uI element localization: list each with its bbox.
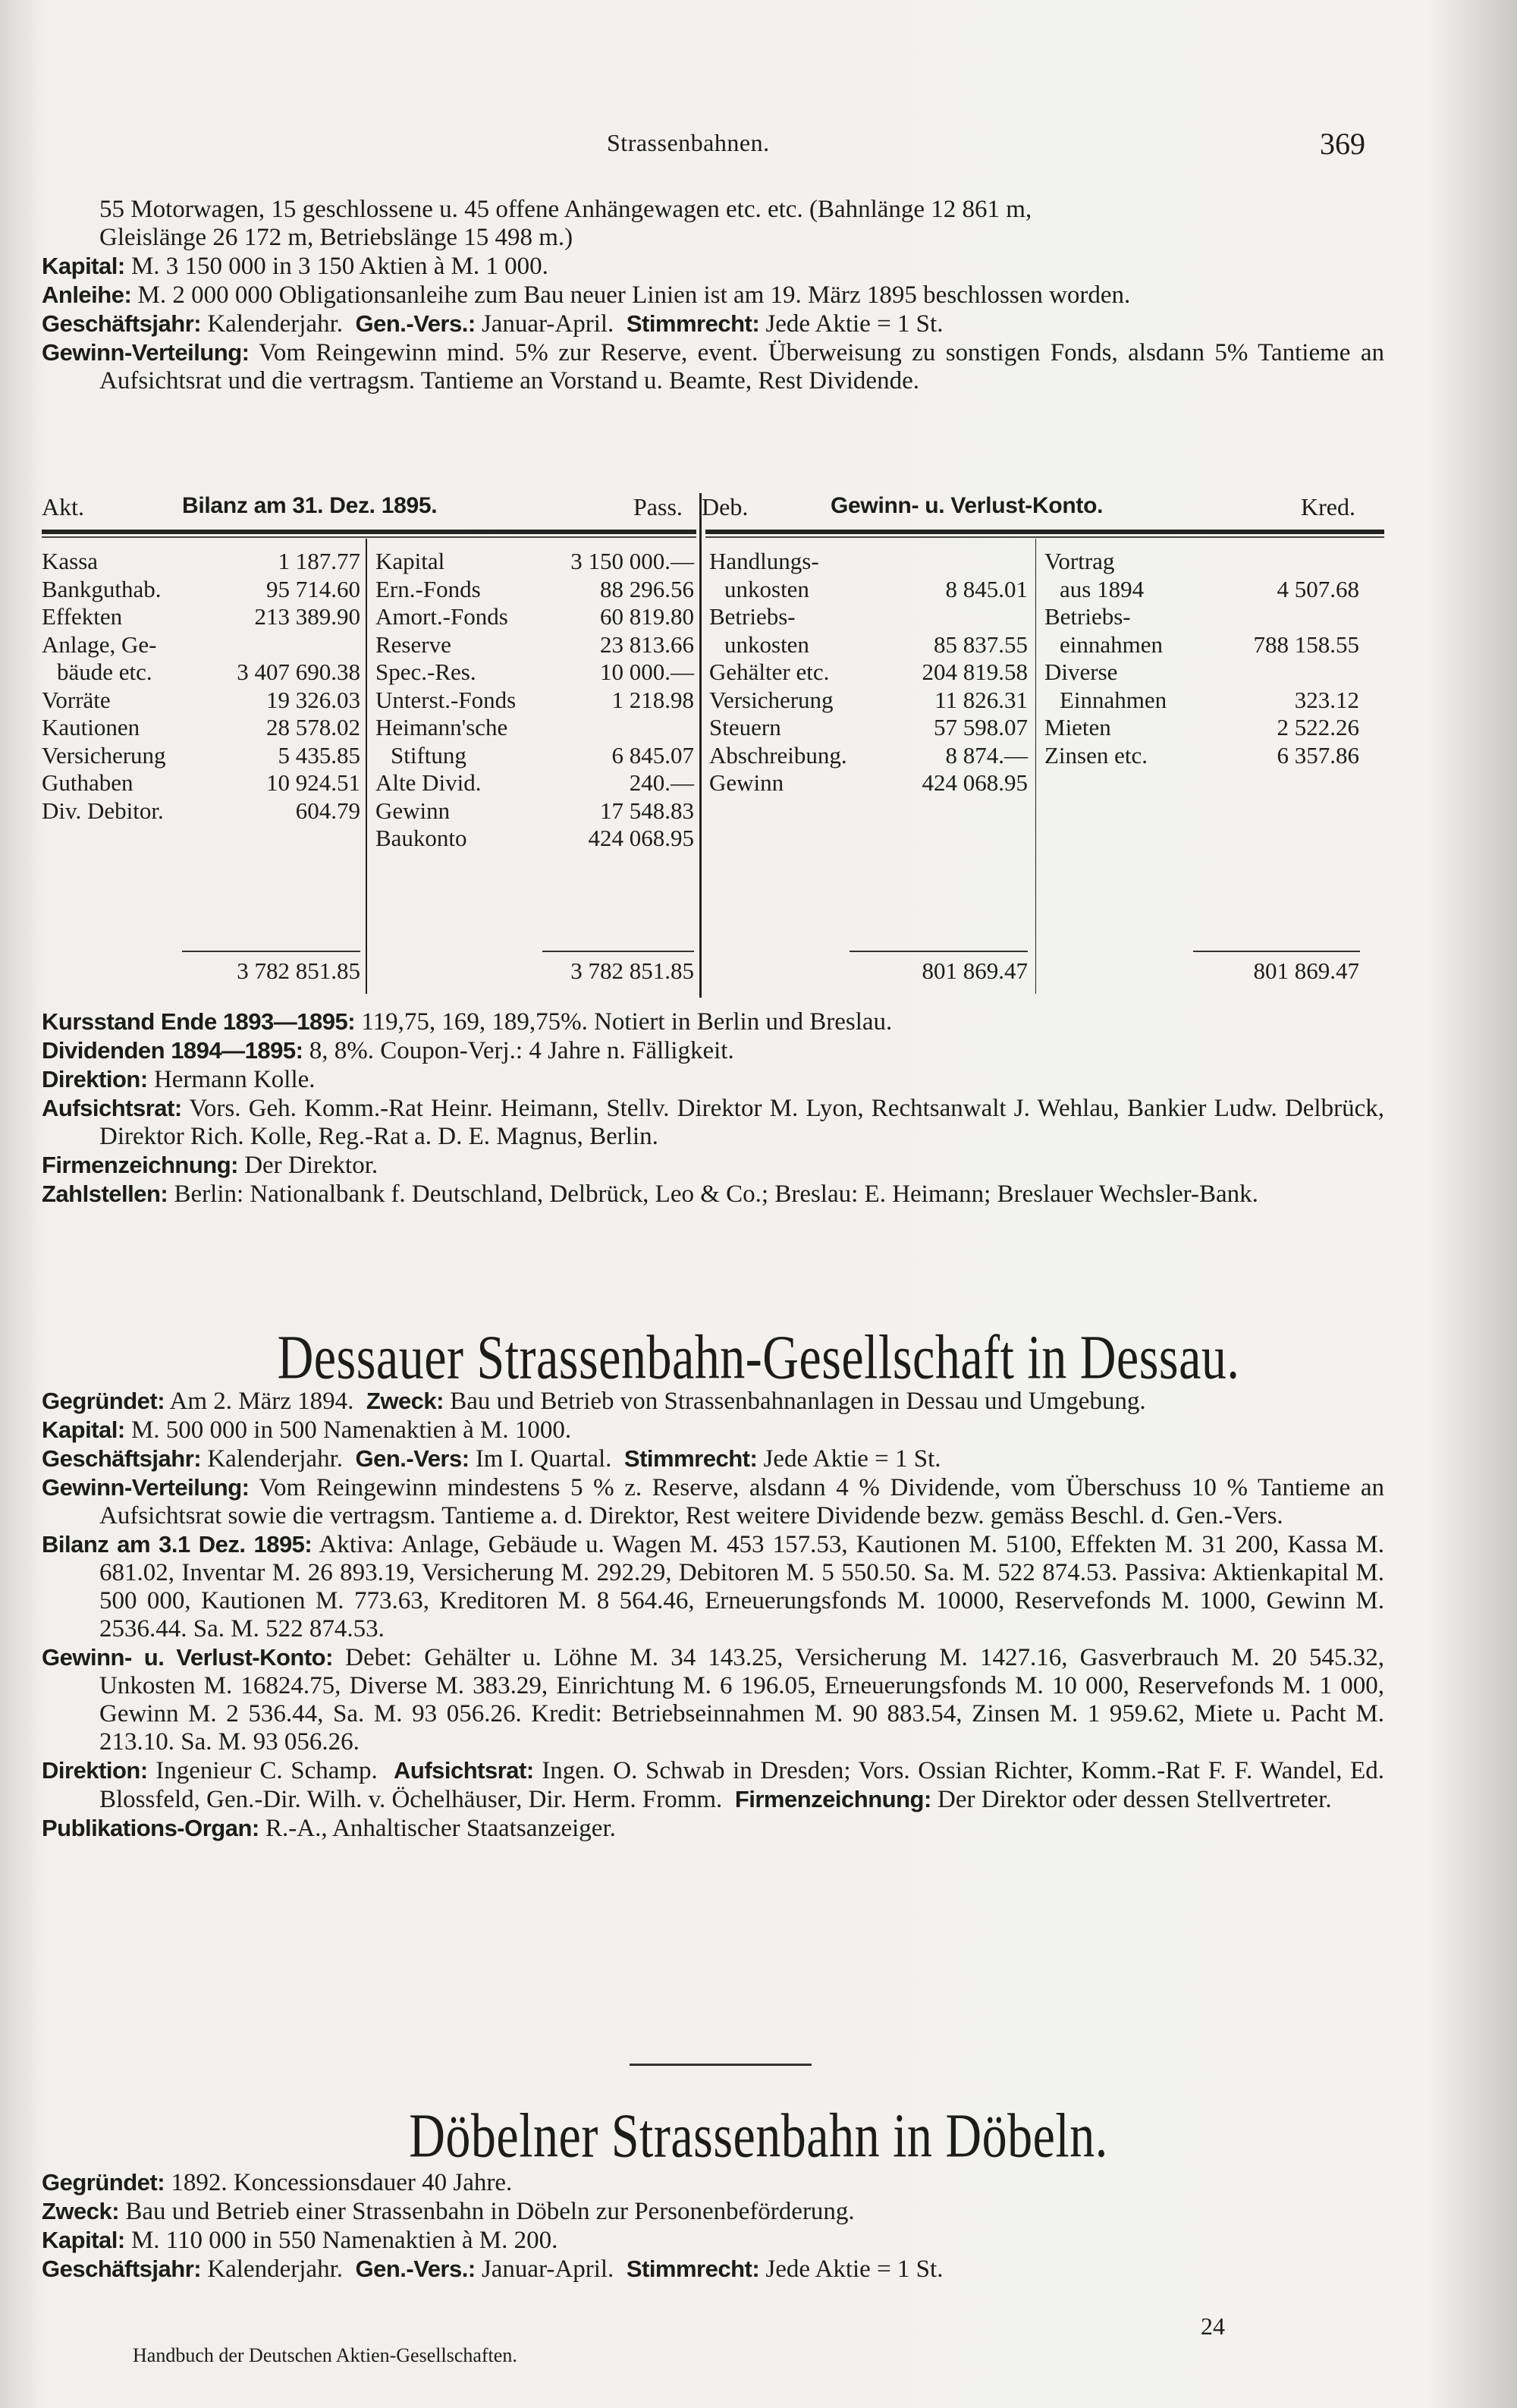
kapital-text: M. 500 000 in 500 Namenaktien à M. 1000. [130,1416,572,1444]
entry1-anleihe [42,281,1384,310]
table-row [1044,576,1359,604]
row-value: 85 837.55 [934,630,1028,658]
genvers-text: Im I. Quartal. [475,1445,612,1473]
entry2-bilanz [42,1530,1384,1643]
entry2-direktion [42,1756,1384,1814]
row-value: 1 187.77 [278,548,360,574]
table-row [1044,603,1359,631]
row-label: Bankguthab. [42,575,162,602]
firmenzeichnung-label: Firmenzeichnung: [734,1786,931,1812]
signature-mark: 24 [1201,2312,1225,2340]
entry2-publikation [42,1814,1384,1843]
row-value: 88 296.56 [600,575,694,602]
bilanz-right-label: Pass. [633,493,683,520]
direktion-text: Hermann Kolle. [153,1066,316,1093]
row-value: 8 845.01 [945,575,1028,602]
table-row [42,797,360,825]
row-value: 95 714.60 [266,575,360,602]
guv-label: Gewinn- u. Verlust-Konto: [42,1644,333,1671]
entry2-gegruendet [42,1387,1384,1416]
row-value: 11 826.31 [934,686,1028,713]
gewinn-verteilung-text: Vom Reingewinn mindestens 5 % z. Reserve, alsdann 4 % Dividende, vom Überschuss 10 % Tantieme an Aufsichtsrat sowie die vertragsm. Tantieme a. d. Direktor, Rest weitere Dividende bezw. gemäss Beschl. d. Gen.-Vers. [99,1474,1384,1529]
debet-sum-line [850,951,1028,952]
genvers-label: Gen.-Vers.: [355,2256,476,2282]
entry2-gewinn-verteilung [42,1473,1384,1530]
aufsichtsrat-text: Ingen. O. Schwab in Dresden; Vors. Ossian Richter, Komm.-Rat F. F. Wandel, Ed. Blossfeld, Gen.-Dir. Wilh. v. Öchelhäuser, Dir. Herm. Fromm. [99,1757,1384,1813]
row-value: 204 819.58 [922,659,1028,685]
table-row [375,576,694,604]
table-row [375,687,694,715]
stimmrecht-label: Stimmrecht: [626,310,760,337]
geschaeftsjahr-text: Kalenderjahr. [207,1445,343,1473]
bilanz-text: Aktiva: Anlage, Gebäude u. Wagen M. 453 157.53, Kautionen M. 5100, Effekten M. 31 200, Kassa M. 681.02, Inventar M. 26 893.19, Versicherung M. 292.29, Debitoren M. 5 550.50. Sa. M. 522 874.53. Passiva: Aktienkapital M. 500 000, Kautionen M. 773.63, Kreditoren M. 8 564.46, Erneuerungsfonds M. 10000, Reservefonds M. 1000, Gewinn M. 2536.44. Sa. M. 522 874.53. [99,1531,1384,1643]
aktiva-sum-line [182,951,360,952]
firmenzeichnung-label: Firmenzeichnung: [42,1152,238,1178]
tables-divider [699,493,702,998]
entry1-aufsichtsrat [42,1094,1384,1151]
row-value: 3 407 690.38 [237,659,360,685]
table-row [375,797,694,825]
row-value: 4 507.68 [1277,575,1359,602]
direktion-text: Ingenieur C. Schamp. [155,1757,378,1784]
kapital-text: M. 110 000 in 550 Namenaktien à M. 200. [130,2227,558,2254]
row-label: Div. Debitor. [42,797,164,824]
row-label: Heimann'sche [375,714,508,740]
geschaeftsjahr-text: Kalenderjahr. [207,310,343,338]
row-value: 323.12 [1294,686,1359,713]
entry1-kursstand [42,1008,1384,1036]
entry1-top [42,196,1384,395]
publikation-label: Publikations-Organ: [42,1815,259,1841]
genvers-label: Gen.-Vers: [355,1445,470,1472]
row-value: 17 548.83 [600,797,694,824]
table-row [375,631,694,659]
row-value: 28 578.02 [266,714,360,740]
zweck-text: Bau und Betrieb einer Strassenbahn in Döbeln zur Personenbeförderung. [125,2198,855,2225]
row-value: 240.— [629,769,694,796]
table-row [375,825,694,853]
dividenden-label: Dividenden 1894—1895: [42,1037,303,1064]
gewinn-verteilung-text: Vom Reingewinn mind. 5% zur Reserve, event. Überweisung zu sonstigen Fonds, alsdann 5% Tantieme an Aufsichtsrat und die vertragsm. Tantieme an Vorstand u. Beamte, Rest Dividende. [99,339,1384,395]
stimmrecht-label: Stimmrecht: [626,2256,760,2282]
passiva-total: 3 782 851.85 [570,957,694,984]
row-value: 6 845.07 [611,741,694,769]
gegruendet-label: Gegründet: [42,2169,165,2196]
row-label: Versicherung [709,686,834,713]
entry1-zahlstellen [42,1180,1384,1209]
running-title: Strassenbahnen. [607,129,770,156]
table-row [709,631,1028,659]
zweck-label: Zweck: [366,1388,444,1414]
debet-total: 801 869.47 [922,957,1028,984]
section-divider [630,2064,812,2066]
kapital-label: Kapital: [42,253,125,279]
anleihe-text: M. 2 000 000 Obligationsanleihe zum Bau neuer Linien ist am 19. März 1895 beschlossen worden. [137,281,1131,309]
gewinn-verteilung-label: Gewinn-Verteilung: [42,1474,250,1501]
table-row [1044,659,1359,687]
table-row [42,714,360,742]
dividenden-text: 8, 8%. Coupon-Verj.: 4 Jahre n. Fälligkeit. [309,1037,734,1064]
table-row [42,742,360,770]
entry2-geschaeftsjahr [42,1444,1384,1473]
bilanz-title: Bilanz am 31. Dez. 1895. [182,493,438,518]
row-label: Amort.-Fonds [375,603,508,630]
entry1-gewinn-verteilung [42,338,1384,395]
row-label: Betriebs- [709,603,796,630]
row-label: Steuern [709,714,781,740]
table-row [375,742,694,770]
row-label: Mieten [1044,714,1111,740]
aktiva-column [42,548,360,825]
aufsichtsrat-label: Aufsichtsrat: [394,1757,534,1784]
table-row [42,576,360,604]
genvers-label: Gen.-Vers.: [355,310,476,337]
geschaeftsjahr-text: Kalenderjahr. [207,2256,343,2283]
table-row [42,687,360,715]
guv-header-rule-thin [705,536,1384,538]
row-value: 1 218.98 [611,686,694,713]
table-row [709,603,1028,631]
kredit-column [1044,548,1359,769]
row-label: Alte Divid. [375,769,482,796]
entry3-geschaeftsjahr [42,2255,1384,2284]
row-label: Reserve [375,630,451,658]
row-label: Betriebs- [1044,603,1131,630]
row-label: Guthaben [42,769,133,796]
entry3-kapital [42,2226,1384,2255]
gegruendet-label: Gegründet: [42,1388,165,1414]
row-value: 10 000.— [600,659,694,685]
table-row [42,631,360,659]
table-row [1044,548,1359,576]
row-value: 6 357.86 [1277,741,1359,769]
row-label: unkosten [724,575,809,602]
table-row [42,769,360,797]
entry1-direktion [42,1065,1384,1094]
kursstand-text: 119,75, 169, 189,75%. Notiert in Berlin und Breslau. [361,1008,893,1036]
row-value: 424 068.95 [922,769,1028,796]
entry1-dividenden [42,1036,1384,1065]
entry2-body [42,1387,1384,1843]
row-label: bäude etc. [57,659,152,685]
table-row [1044,714,1359,742]
passiva-sum-line [542,951,694,952]
row-value: 604.79 [295,797,360,824]
row-label: Zinsen etc. [1044,741,1148,769]
table-row [375,659,694,687]
kredit-sum-line [1193,951,1360,952]
aufsichtsrat-text: Vors. Geh. Komm.-Rat Heinr. Heimann, Stellv. Direktor M. Lyon, Rechtsanwalt J. Wehlau, Bankier Ludw. Delbrück, Direktor Rich. Kolle, Reg.-Rat a. D. E. Magnus, Berlin. [99,1095,1384,1150]
aktiva-total: 3 782 851.85 [237,957,360,984]
page-number: 369 [1320,127,1365,161]
row-label: Vorräte [42,686,111,713]
table-row [375,548,694,576]
entry1-firmenzeichnung [42,1151,1384,1180]
direktion-label: Direktion: [42,1066,148,1092]
row-label: aus 1894 [1060,575,1145,602]
row-value: 8 874.— [945,741,1028,769]
row-label: Handlungs- [709,548,819,574]
row-label: Gewinn [709,769,784,796]
firmenzeichnung-text: Der Direktor oder dessen Stellvertreter. [938,1786,1332,1813]
row-label: Kassa [42,548,99,574]
anleihe-label: Anleihe: [42,281,132,308]
row-label: Ern.-Fonds [375,575,481,602]
table-row [709,576,1028,604]
row-label: Gewinn [375,797,451,824]
row-label: einnahmen [1060,630,1164,658]
table-row [375,769,694,797]
entry2-guv [42,1643,1384,1756]
direktion-label: Direktion: [42,1757,148,1784]
aufsichtsrat-label: Aufsichtsrat: [42,1095,182,1121]
row-label: Gehälter etc. [709,659,830,685]
table-row [375,714,694,742]
row-value: 213 389.90 [254,603,360,630]
entry3-gegruendet [42,2168,1384,2197]
genvers-text: Januar-April. [481,2256,614,2283]
guv-header-rule [705,530,1384,534]
row-label: Vortrag [1044,548,1115,574]
table-row [42,603,360,631]
stimmrecht-text: Jede Aktie = 1 St. [763,1445,941,1473]
row-label: unkosten [724,630,809,658]
table-row [1044,631,1359,659]
entry3-body [42,2168,1384,2284]
table-row [42,548,360,576]
running-head [0,129,1517,159]
balance-tables [42,493,1384,994]
table-row [709,769,1028,797]
kredit-total: 801 869.47 [1253,957,1359,984]
zweck-label: Zweck: [42,2198,120,2224]
row-value: 57 598.07 [934,714,1028,740]
gegruendet-text: 1892. Koncessionsdauer 40 Jahre. [171,2169,513,2196]
geschaeftsjahr-label: Geschäftsjahr: [42,2256,202,2282]
row-value: 3 150 000.— [570,548,694,574]
row-label: Baukonto [375,825,467,851]
gegruendet-text: Am 2. März 1894. [169,1388,354,1415]
row-label: Effekten [42,603,123,630]
table-row [1044,687,1359,715]
genvers-text: Januar-April. [481,310,614,338]
bilanz-header-rule-thin [42,536,696,538]
table-row [42,659,360,687]
row-label: Stiftung [391,741,466,769]
entry1-bottom [42,1008,1384,1209]
table-row [709,659,1028,687]
geschaeftsjahr-label: Geschäftsjahr: [42,310,202,337]
gewinn-verteilung-label: Gewinn-Verteilung: [42,339,250,366]
row-label: Anlage, Ge- [42,630,157,658]
entry1-kapital [42,252,1384,281]
entry3-title: Döbelner Strassenbahn in Döbeln. [409,2101,1108,2171]
row-value: 19 326.03 [266,686,360,713]
kursstand-label: Kursstand Ende 1893—1895: [42,1008,356,1035]
publikation-text: R.-A., Anhaltischer Staatsanzeiger. [265,1815,616,1842]
row-value: 5 435.85 [278,741,360,769]
row-label: Diverse [1044,659,1118,685]
row-label: Kapital [375,548,445,574]
intro-line-1: 55 Motorwagen, 15 geschlossene u. 45 offene Anhängewagen etc. etc. (Bahnlänge 12 861 m, [99,196,1032,223]
row-value: 10 924.51 [266,769,360,796]
row-label: Einnahmen [1060,686,1167,713]
guv-left-label: Deb. [702,493,749,520]
row-label: Versicherung [42,741,166,769]
footer-book-title: Handbuch der Deutschen Aktien-Gesellschaften. [133,2344,517,2366]
row-label: Unterst.-Fonds [375,686,517,713]
bilanz-left-label: Akt. [42,493,84,520]
entry1-geschaeftsjahr [42,310,1384,338]
bilanz-header-rule [42,530,696,534]
geschaeftsjahr-label: Geschäftsjahr: [42,1445,202,1472]
table-row [709,714,1028,742]
guv-title: Gewinn- u. Verlust-Konto. [831,493,1104,518]
zweck-text: Bau und Betrieb von Strassenbahnanlagen in Dessau und Umgebung. [450,1388,1146,1415]
row-label: Spec.-Res. [375,659,476,685]
row-value: 2 522.26 [1277,714,1359,740]
kapital-text: M. 3 150 000 in 3 150 Aktien à M. 1 000. [130,253,548,280]
kapital-label: Kapital: [42,1416,125,1443]
intro-line-2: Gleislänge 26 172 m, Betriebslänge 15 498 m.) [99,224,573,251]
zahlstellen-text: Berlin: Nationalbank f. Deutschland, Delbrück, Leo & Co.; Breslau: E. Heimann; Breslauer Wechsler-Bank. [174,1180,1258,1208]
zahlstellen-label: Zahlstellen: [42,1180,168,1207]
stimmrecht-text: Jede Aktie = 1 St. [765,2256,944,2283]
table-row [709,742,1028,770]
passiva-column [375,548,694,853]
table-row [1044,742,1359,770]
guv-column-divider [1035,539,1036,994]
entry2-title: Dessauer Strassenbahn-Gesellschaft in Dessau. [277,1322,1240,1392]
guv-right-label: Kred. [1301,493,1355,520]
stimmrecht-label: Stimmrecht: [623,1445,758,1472]
row-value: 60 819.80 [600,603,694,630]
stimmrecht-text: Jede Aktie = 1 St. [765,310,944,338]
entry1-intro [42,196,1384,252]
row-label: Abschreibung. [709,741,847,769]
row-label: Kautionen [42,714,140,740]
bilanz-column-divider [366,539,367,994]
kapital-label: Kapital: [42,2227,125,2253]
table-row [709,548,1028,576]
entry2-kapital [42,1416,1384,1444]
firmenzeichnung-text: Der Direktor. [244,1152,378,1179]
row-value: 424 068.95 [588,825,694,851]
row-value: 788 158.55 [1253,630,1359,658]
table-row [709,687,1028,715]
bilanz-label: Bilanz am 3.1 Dez. 1895: [42,1531,313,1558]
debet-column [709,548,1028,797]
entry3-zweck [42,2197,1384,2226]
table-row [375,603,694,631]
guv-text: Debet: Gehälter u. Löhne M. 34 143.25, Versicherung M. 1427.16, Gasverbrauch M. 20 545.32, Unkosten M. 16824.75, Diverse M. 383.29, Einrichtung M. 6 196.05, Erneuerungsfonds M. 10 000, Reservefonds M. 1 000, Gewinn M. 2 536.44, Sa. M. 93 056.26. Kredit: Betriebseinnahmen M. 90 883.54, Zinsen M. 1 959.62, Miete u. Pacht M. 213.10. Sa. M. 93 056.26. [99,1644,1384,1756]
row-value: 23 813.66 [600,630,694,658]
